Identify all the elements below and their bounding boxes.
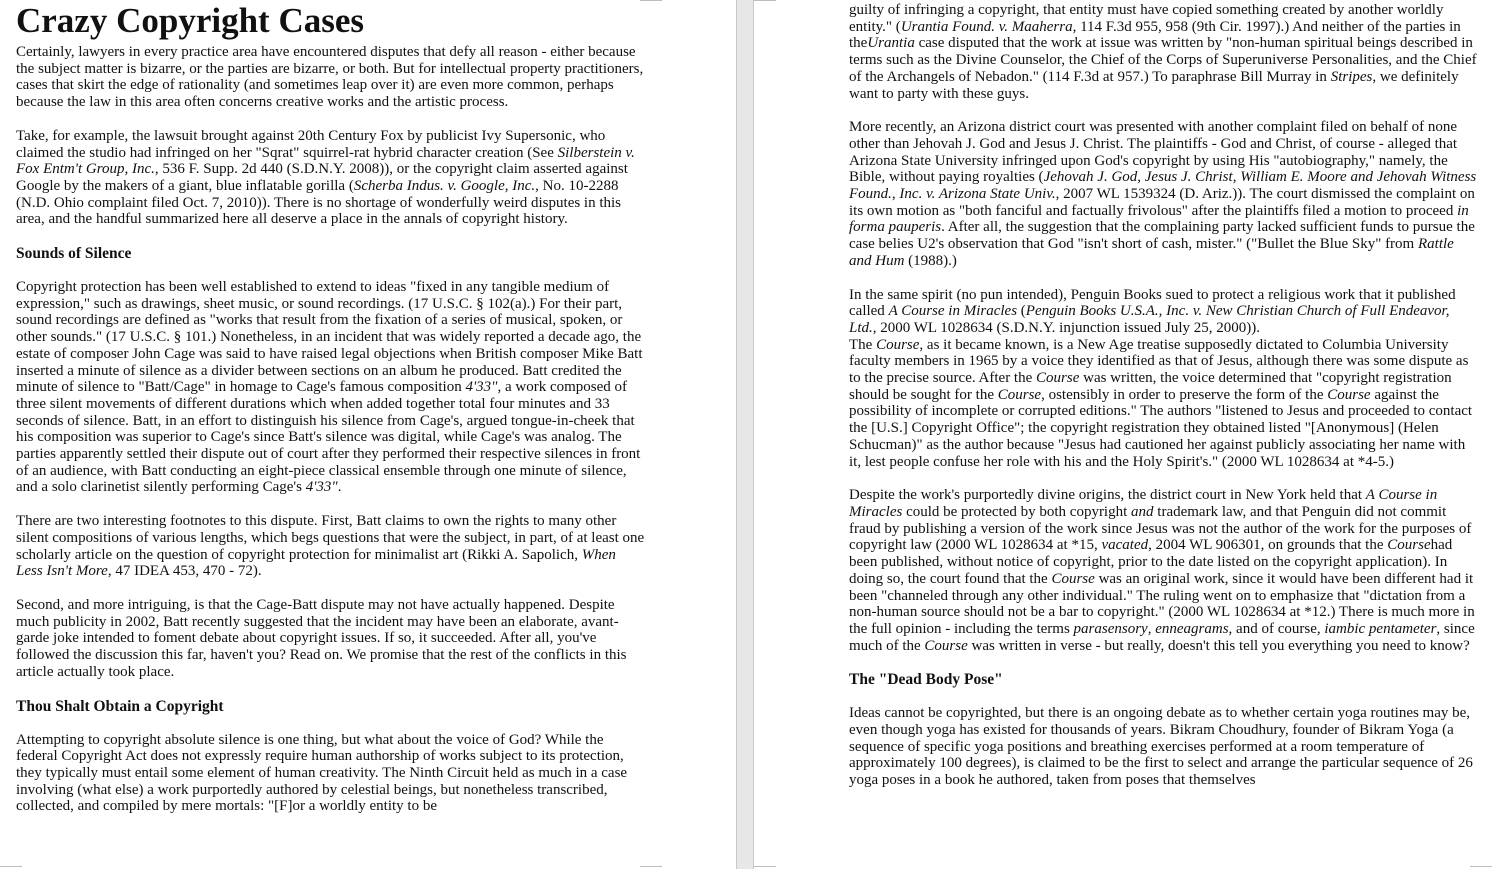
text-run: guilty of infringing a copyright, that entity must have copied something created by another worldly entity." (: [849, 2, 1444, 35]
text-run: Copyright protection has been well established to extend to ideas "fixed in any tangible medium of expression," such as drawings, sheet music, or sound recordings. (17 U.S.C. § 102(a).) For their part, sound recordings are defined as "works that result from the fixation of a series of musical, spoken, or other sounds." (17 U.S.C. § 101.) Nonetheless, in an incident that was widely reported a decade ago, the estate of composer John Cage was said to have raised legal objections when British composer Mike Batt inserted a minute of silence as a divider between sections on an album he produced. Batt credited the minute of silence to "Batt/Cage" in homage to Cage's famous composition: [16, 279, 643, 396]
text-run: .: [337, 479, 342, 496]
text-run: had been published, without notice of copyright, prior to the date listed on the copyright application). In doing so, the court found that the: [849, 537, 1453, 587]
page-content-right: [849, 2, 1477, 806]
italic-run: and: [1131, 503, 1154, 520]
page-title: Crazy Copyright Cases: [16, 1, 365, 40]
text-run: Take, for example, the lawsuit brought against 20th Century Fox by publicist Ivy Supersonic, who claimed the studio had infringed on her "Sqrat" squirrel-rat hybrid character creation (See: [16, 127, 606, 161]
text-run: , 2007 WL 1539324 (D. Ariz.)). The court dismissed the complaint on its own motion as "both fanciful and factually frivolous" after the plaintiffs filed a motion to proceed: [849, 186, 1475, 219]
jehovah-paragraph: [849, 119, 1477, 269]
section-heading-god: Thou Shalt Obtain a Copyright: [16, 697, 224, 715]
text-run: , 536 F. Supp. 2d 440 (S.D.N.Y. 2008)), or the copyright claim asserted against Google by the makers of a giant, blue inflatable gorilla (: [16, 161, 628, 194]
divine-origins-paragraph: [849, 487, 1477, 654]
text-run: trademark law, and that Penguin did not commit fraud by publishing a version of the work since Jesus was not the author of the work for the purposes of copyright law (2000 WL 1028634 at *15,: [849, 503, 1472, 554]
italic-run: Jehovah J. God, Jesus J. Christ, William E. Moore and Jehovah Witness Found., Inc. v. Arizona State Univ.: [849, 169, 1477, 203]
italic-run: Course: [876, 336, 920, 353]
page-corner-mark: [640, 866, 662, 867]
text-run: case disputed that the work at issue was written by "non-human spiritual beings described in terms such as the Divine Counselor, the Chief of the Corps of Superuniverse Personalities, and the Chief of the Archangels of Nebadon." (114 F.3d at 957.) To paraphrase Bill Murray in: [849, 35, 1477, 85]
urantia-paragraph: [849, 2, 1477, 102]
italic-run: Penguin Books U.S.A., Inc. v. New Christian Church of Full Endeavor, Ltd.: [849, 303, 1450, 336]
italic-run: Stripes: [1330, 68, 1373, 85]
text-run: , 2004 WL 906301, on grounds that the: [1148, 537, 1388, 554]
text-run: (1988).): [904, 252, 957, 269]
silence-paragraph: [16, 279, 646, 496]
text-run: , as it became known, is a New Age treatise supposedly dictated to Columbia University faculty members in 1965 by a voice they identified as that of Jesus, although there was some dispute as to the precise source. After the: [849, 336, 1469, 387]
italic-run: vacated: [1101, 537, 1149, 554]
italic-run: A Course in Miracles: [888, 303, 1018, 320]
italic-run: 4'33": [465, 379, 498, 396]
italic-run: When Less Isn't More: [16, 546, 616, 580]
examples-paragraph: [16, 128, 646, 228]
text-run: In the same spirit (no pun intended), Penguin Books sued to protect a religious work that it published called: [849, 286, 1456, 320]
text-run: Despite the work's purportedly divine origins, the district court in New York held that: [849, 487, 1366, 504]
section-heading-yoga: The "Dead Body Pose": [849, 671, 1003, 689]
italic-run: Course: [997, 386, 1042, 403]
text-run: , we definitely want to party with these guys.: [849, 68, 1459, 102]
footnotes-paragraph: [16, 513, 646, 580]
text-run: ,: [1147, 620, 1156, 637]
italic-run: Course: [1327, 386, 1371, 403]
text-run: , 114 F.3d 955, 958 (9th Cir. 1997).) And neither of the parties in the: [849, 18, 1461, 52]
italic-run: Course: [1036, 370, 1080, 387]
italic-run: parasensory: [1073, 620, 1148, 637]
italic-run: Course: [1387, 537, 1431, 554]
text-run: (: [1017, 303, 1026, 320]
text-run: was written, the voice determined that "copyright registration should be sought for the: [849, 370, 1452, 403]
page-corner-mark: [754, 0, 776, 1]
text-run: could be protected by both copyright: [902, 503, 1132, 520]
italic-run: Urantia: [867, 35, 915, 52]
page-corner-mark: [0, 866, 22, 867]
text-run: . After all, the suggestion that the complaining party lacked sufficient funds to pursue the case belies U2's observation that God "isn't short of cash, mister." ("Bullet the Blue Sky" from: [849, 219, 1475, 253]
document-page-right[interactable]: [754, 0, 1492, 869]
italic-run: enneagrams: [1155, 620, 1229, 637]
page-gutter: [736, 0, 754, 869]
course-paragraph: [849, 337, 1477, 471]
text-run: , 2000 WL 1028634 (S.D.N.Y. injunction issued July 25, 2000)).: [872, 319, 1260, 336]
text-run: , ostensibly in order to preserve the form of the: [1041, 386, 1328, 403]
italic-run: Scherba Indus. v. Google, Inc.: [353, 177, 536, 194]
text-run: There are two interesting footnotes to this dispute. First, Batt claims to own the rights to many other silent compositions of various lengths, which begs questions that were the subject, in part, of at least one scholarly article on the question of copyright protection for minimalist art (Rikki A. Sapolich,: [16, 513, 645, 563]
page-corner-mark: [1470, 866, 1492, 867]
italic-run: in forma pauperis: [849, 202, 1469, 236]
intro-paragraph: Certainly, lawyers in every practice area have encountered disputes that defy all reason - either because the subject matter is bizarre, or the parties are bizarre, or both. But for intellectual property practitioners, cases that skirt the edge of rationality (and sometimes leap over it) are even more common, perhaps because the law in this area often concerns creative works and the artistic process.: [16, 44, 644, 111]
document-page-left[interactable]: [0, 0, 736, 869]
italic-run: Silberstein v. Fox Entm't Group, Inc.: [16, 144, 635, 178]
penguin-paragraph: [849, 287, 1477, 337]
text-run: The: [849, 336, 877, 353]
text-run: against the possibility of incomplete or corrupted editions." The authors "listened to Jesus and proceeded to contact the [U.S.] Copyright Office"; the copyright registration they obtained listed "[Anonymous] (Helen Schucman)" as the author because "Jesus had cautioned her against publicly associating her name with it, lest people confuse her role with his and the Holy Spirit's." (2000 WL 1028634 at *4-5.): [849, 386, 1473, 470]
italic-run: Rattle and Hum: [849, 236, 1454, 269]
italic-run: Course: [1051, 570, 1095, 587]
page-content-left: [16, 2, 646, 832]
god-paragraph: Attempting to copyright absolute silence is one thing, but what about the voice of God? While the federal Copyright Act does not expressly require human authorship of works subject to its protection, they typically must entail some element of human creativity. The Ninth Circuit held as much in a case involving (what else) a work purportedly authored by celestial beings, but nonetheless transcribed, collected, and compiled by mere mortals: "[F]or a worldly entity to be: [16, 731, 628, 815]
text-run: , 47 IDEA 453, 470 - 72).: [107, 563, 262, 580]
italic-run: Course: [924, 637, 968, 654]
page-corner-mark: [640, 0, 662, 1]
page-corner-mark: [754, 866, 776, 867]
section-heading-silence: Sounds of Silence: [16, 245, 132, 263]
italic-run: iambic pentameter: [1324, 620, 1437, 637]
intrigue-paragraph: Second, and more intriguing, is that the Cage-Batt dispute may not have actually happened. Despite much publicity in 2002, Batt recently suggested that the incident may have been an elaborate, avant-garde joke intended to foment debate about copyright issues. If so, it succeeded. After all, you've followed the discussion this far, haven't you? Read on. We promise that the rest of the conflicts in this article actually took place.: [16, 596, 627, 680]
text-run: was an original work, since it would have been different had it been "channeled through any other individual." The ruling went on to emphasize that "dictation from a non-human source should not be a bar to copyright." (2000 WL 1028634 at *12.) There is much more in the full opinion - including the terms: [849, 570, 1475, 637]
text-run: was written in verse - but really, doesn't this tell you everything you need to know?: [967, 637, 1470, 654]
text-run: , since much of the: [849, 620, 1475, 654]
text-run: , No. 10-2288 (N.D. Ohio complaint filed Oct. 7, 2010)). There is no shortage of wonderfully weird disputes in this area, and the handful summarized here all deserve a place in the annals of copyright history.: [16, 177, 622, 228]
text-run: More recently, an Arizona district court was presented with another complaint filed on behalf of none other than Jehovah J. God and Jesus J. Christ. The plaintiffs - God and Christ, of course - alleged that Arizona State University infringed upon God's copyright by using His "autobiography," namely, the Bible, without paying royalties (: [849, 119, 1458, 186]
italic-run: A Course in Miracles: [849, 487, 1438, 520]
italic-run: 4'33": [305, 479, 338, 496]
yoga-paragraph: Ideas cannot be copyrighted, but there is an ongoing debate as to whether certain yoga routines may be, even though yoga has existed for thousands of years. Bikram Choudhury, founder of Bikram Yoga (a sequence of specific yoga positions and breathing exercises performed at a room temperature of approximately 100 degrees), is claimed to be the first to select and arrange the particular sequence of 26 yoga poses in a book he authored, taken from poses that themselves: [849, 705, 1473, 789]
text-run: , a work composed of three silent movements of different durations which when added together total four minutes and 33 seconds of silence. Batt, in an effort to distinguish his silence from Cage's, argued tongue-in-cheek that his composition was superior to Cage's since Batt's silence was digital, while Cage's was analog. The parties apparently settled their dispute out of court after they performed their respective silences in front of an audience, with Batt conducting an eight-piece classical ensemble through one minute of silence, and a solo clarinetist silently performing Cage's: [16, 379, 641, 496]
italic-run: Urantia Found. v. Maaherra: [900, 18, 1073, 35]
text-run: , and of course,: [1228, 620, 1325, 637]
